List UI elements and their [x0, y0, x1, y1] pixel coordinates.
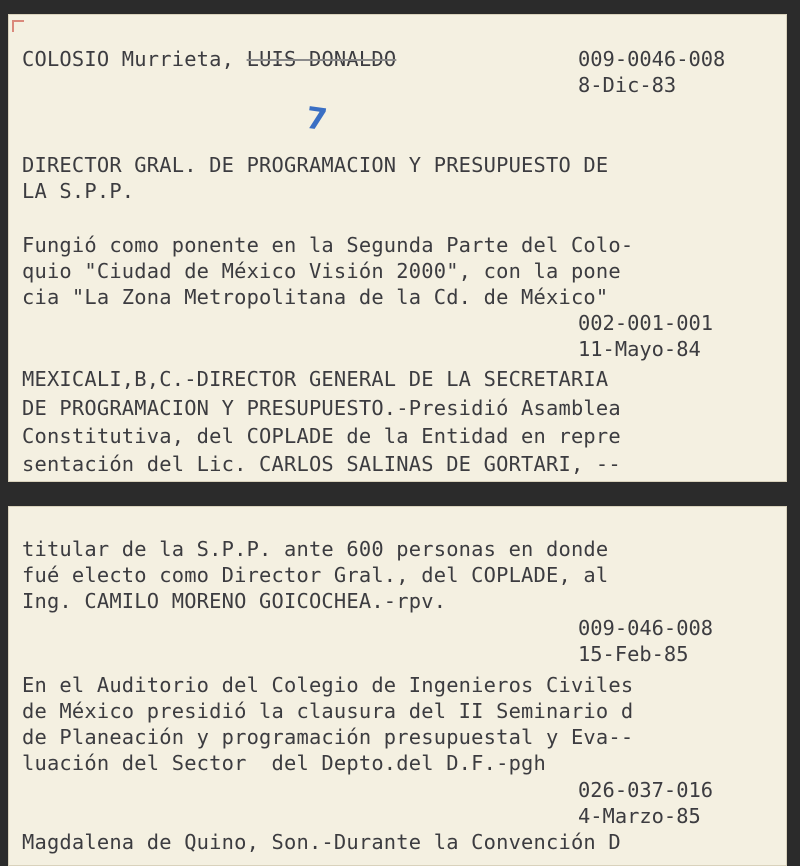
reference-date: 11-Mayo-84 [578, 337, 701, 361]
reference-code: 026-037-016 [578, 778, 714, 802]
text-line: DE PROGRAMACION Y PRESUPUESTO.-Presidió Asamblea [22, 396, 621, 420]
reference-code: 002-001-001 [578, 311, 714, 335]
reference-code: 009-046-008 [578, 616, 714, 640]
text-line: Constitutiva, del COPLADE de la Entidad en repre [22, 424, 621, 448]
card-name-line [22, 46, 396, 72]
reference-date: 4-Marzo-85 [578, 804, 701, 828]
surname: COLOSIO Murrieta, [22, 47, 235, 71]
text-line: luación del Sector del Depto.del D.F.-pgh [22, 751, 547, 775]
text-line: de Planeación y programación presupuestal y Eva-- [22, 725, 634, 749]
index-card-2 [8, 506, 787, 866]
handwritten-mark: 7 [303, 100, 330, 139]
corner-mark-icon [12, 20, 24, 32]
text-line: sentación del Lic. CARLOS SALINAS DE GORTARI, -- [22, 452, 621, 476]
text-line: titular de la S.P.P. ante 600 personas en donde [22, 537, 609, 561]
text-line: Magdalena de Quino, Son.-Durante la Convención D [22, 830, 621, 854]
text-line: de México presidió la clausura del II Seminario d [22, 699, 634, 723]
text-line: quio "Ciudad de México Visión 2000", con la pone [22, 259, 621, 283]
reference-date: 8-Dic-83 [578, 73, 677, 97]
text-line: En el Auditorio del Colegio de Ingenieros Civiles [22, 673, 634, 697]
given-name: LUIS DONALDO [246, 47, 397, 71]
text-line: fué electo como Director Gral., del COPLADE, al [22, 563, 609, 587]
text-line: Fungió como ponente en la Segunda Parte del Colo- [22, 233, 634, 257]
text-line: LA S.P.P. [22, 179, 135, 203]
reference-code: 009-0046-008 [578, 47, 726, 71]
text-line: cia "La Zona Metropolitana de la Cd. de México" [22, 285, 609, 309]
index-card-1 [8, 14, 787, 482]
reference-date: 15-Feb-85 [578, 642, 689, 666]
text-line: Ing. CAMILO MORENO GOICOCHEA.-rpv. [22, 589, 447, 613]
text-line: MEXICALI,B,C.-DIRECTOR GENERAL DE LA SECRETARIA [22, 367, 609, 391]
text-line: DIRECTOR GRAL. DE PROGRAMACION Y PRESUPUESTO DE [22, 153, 609, 177]
